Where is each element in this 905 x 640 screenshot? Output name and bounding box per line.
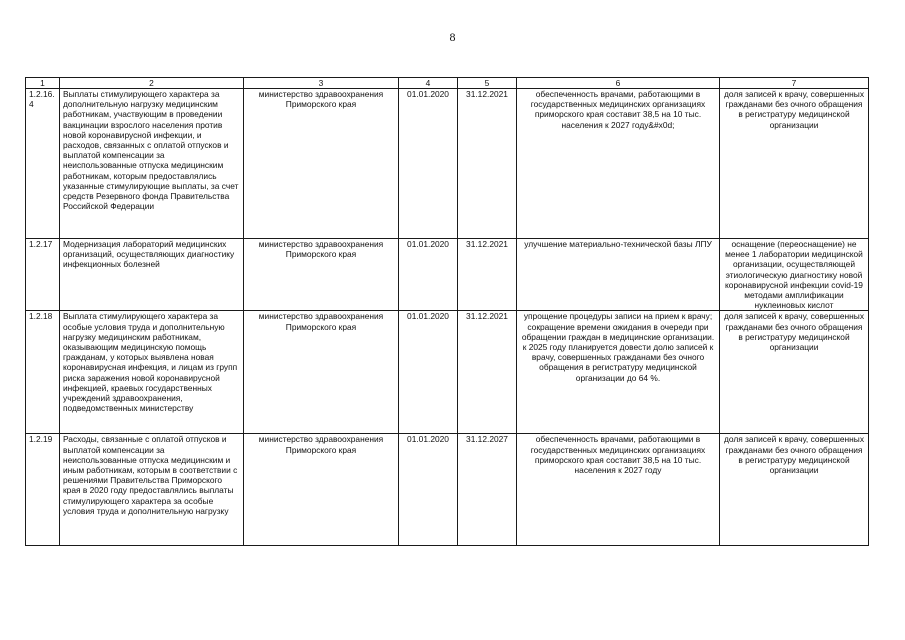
row-number: 1.2.16.4 — [26, 89, 60, 239]
end-date: 31.12.2021 — [458, 311, 517, 434]
table-row — [26, 434, 869, 546]
expected-result: обеспеченность врачами, работающими в государственных медицинских организациях приморского края составит 38,5 на 10 тыс. населения к 2027 году — [517, 434, 720, 546]
start-date: 01.01.2020 — [399, 239, 458, 311]
table-row — [26, 311, 869, 434]
executor: министерство здравоохранения Приморского края — [244, 89, 399, 239]
column-header: 3 — [244, 78, 399, 89]
indicator: доля записей к врачу, совершенных гражданами без очного обращения в регистратуру медицинской организации — [720, 311, 869, 434]
end-date: 31.12.2021 — [458, 89, 517, 239]
end-date: 31.12.2021 — [458, 239, 517, 311]
executor: министерство здравоохранения Приморского края — [244, 311, 399, 434]
column-header: 1 — [26, 78, 60, 89]
measure-name: Расходы, связанные с оплатой отпусков и выплатой компенсации за неиспользованные отпуска медицинским и иным работникам, которым в соответствии с решениями Правительства Приморского края в 2020 году предоставлялись выплаты стимулирующего характера за особые условия труда и дополнительную нагрузку — [60, 434, 244, 546]
expected-result: обеспеченность врачами, работающими в государственных медицинских организациях приморского края составит 38,5 на 10 тыс. населения к 2027 году&#x0d; — [517, 89, 720, 239]
table-row — [26, 89, 869, 239]
indicator: доля записей к врачу, совершенных гражданами без очного обращения в регистратуру медицинской организации — [720, 89, 869, 239]
measure-name: Выплата стимулирующего характера за особые условия труда и дополнительную нагрузку медицинским работникам, оказывающим медицинскую помощь гражданам, у которых выявлена новая коронавирусная инфекция, и лицам из групп риска заражения новой коронавирусной инфекцией, краевых государственных учреждений здравоохранения, подведомственных министерству — [60, 311, 244, 434]
column-header: 7 — [720, 78, 869, 89]
row-number: 1.2.19 — [26, 434, 60, 546]
column-header: 5 — [458, 78, 517, 89]
column-header: 4 — [399, 78, 458, 89]
measures-table — [25, 77, 869, 546]
header-row — [26, 78, 869, 89]
row-number: 1.2.17 — [26, 239, 60, 311]
page-number: 8 — [449, 30, 456, 44]
indicator: оснащение (переоснащение) не менее 1 лаборатории медицинской организации, осуществляющей этиологическую диагностику новой коронавирусной инфекции covid-19 методами амплификации нуклеиновых кислот — [720, 239, 869, 311]
measure-name: Выплаты стимулирующего характера за дополнительную нагрузку медицинским работникам, участвующим в проведении вакцинации взрослого населения против новой коронавирусной инфекции, и расходов, связанных с оплатой отпусков и выплатой компенсации за неиспользованные отпуска медицинским работникам, которым предоставлялись указанные стимулирующие выплаты, за счет средств Резервного фонда Правительства Российской Федерации — [60, 89, 244, 239]
expected-result: улучшение материально-технической базы ЛПУ — [517, 239, 720, 311]
end-date: 31.12.2027 — [458, 434, 517, 546]
table-row — [26, 239, 869, 311]
column-header: 2 — [60, 78, 244, 89]
start-date: 01.01.2020 — [399, 89, 458, 239]
indicator: доля записей к врачу, совершенных гражданами без очного обращения в регистратуру медицинской организации — [720, 434, 869, 546]
expected-result: упрощение процедуры записи на прием к врачу; сокращение времени ожидания в очереди при обращении граждан в медицинские организации. к 2025 году планируется довести долю записей к врачу, совершенных гражданами без очного обращения в регистратуру медицинской организации до 64 %. — [517, 311, 720, 434]
row-number: 1.2.18 — [26, 311, 60, 434]
start-date: 01.01.2020 — [399, 434, 458, 546]
column-header: 6 — [517, 78, 720, 89]
executor: министерство здравоохранения Приморского края — [244, 434, 399, 546]
measure-name: Модернизация лабораторий медицинских организаций, осуществляющих диагностику инфекционных болезней — [60, 239, 244, 311]
executor: министерство здравоохранения Приморского края — [244, 239, 399, 311]
start-date: 01.01.2020 — [399, 311, 458, 434]
